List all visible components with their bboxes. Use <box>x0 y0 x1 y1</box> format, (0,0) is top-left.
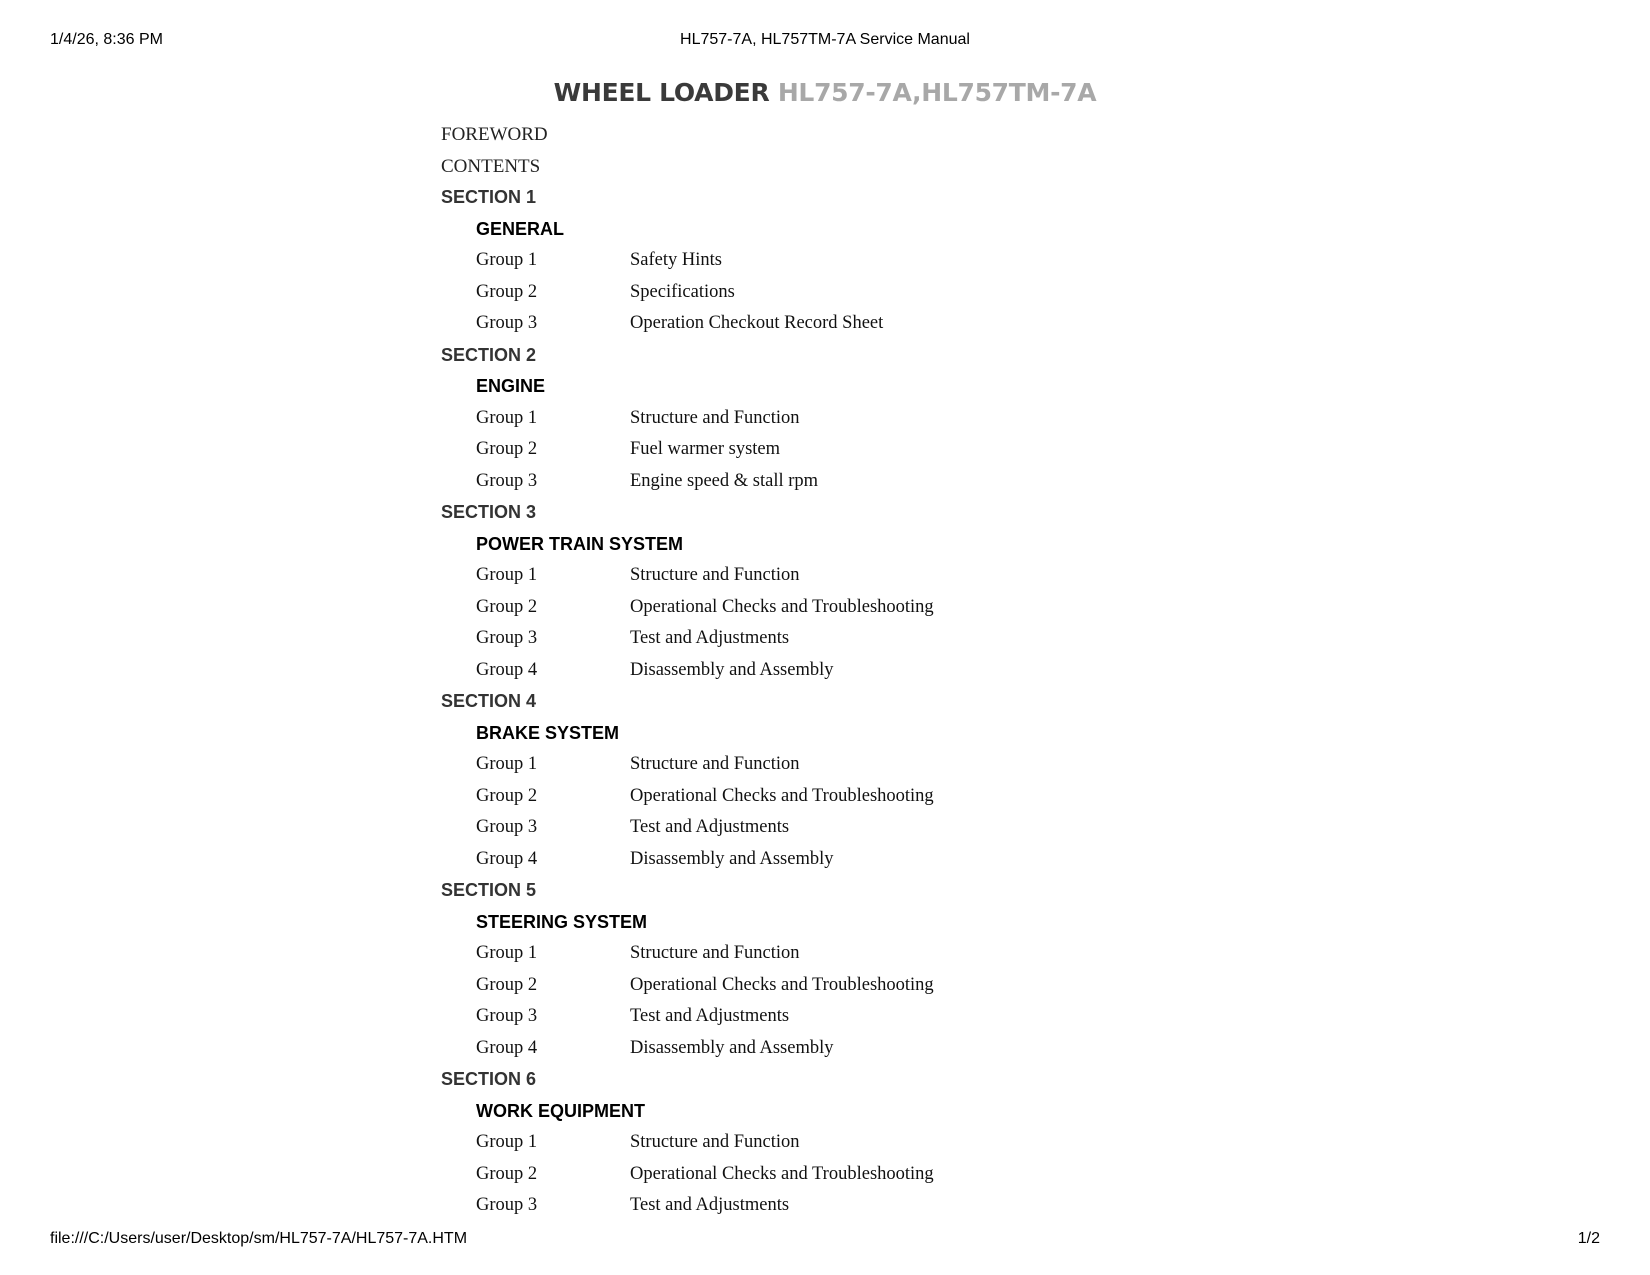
toc-group-label: Group 4 <box>476 1037 538 1058</box>
toc-group-title-link[interactable]: Test and Adjustments <box>630 1195 790 1215</box>
toc-group-label: Group 3 <box>476 1195 538 1215</box>
toc-group-row[interactable] <box>441 245 1141 277</box>
print-file-url: file:///C:/Users/user/Desktop/sm/HL757-7A/HL757-7A.HTM <box>50 1230 468 1247</box>
toc-group-label: Group 1 <box>476 754 538 774</box>
toc-group-row[interactable] <box>441 1033 1141 1065</box>
toc-group-row[interactable] <box>441 434 1141 466</box>
toc-group-row[interactable] <box>441 749 1141 781</box>
toc-group-label: Group 3 <box>476 817 538 837</box>
toc-section-label[interactable]: SECTION 1 <box>441 187 537 207</box>
toc-section-label[interactable]: SECTION 6 <box>441 1069 537 1089</box>
toc-section-title[interactable]: STEERING SYSTEM <box>476 911 648 932</box>
toc-group-row[interactable] <box>441 781 1141 813</box>
toc-group-title-link[interactable]: Safety Hints <box>630 250 722 270</box>
toc-contents-link[interactable]: CONTENTS <box>441 155 541 177</box>
toc-group-title-link[interactable]: Structure and Function <box>630 754 800 774</box>
toc-section-title[interactable]: BRAKE SYSTEM <box>476 722 620 743</box>
toc-group-label: Group 2 <box>476 281 538 302</box>
toc-group-title-link[interactable]: Structure and Function <box>630 565 800 585</box>
toc-group-label: Group 1 <box>476 407 538 428</box>
toc-group-row[interactable] <box>441 970 1141 1002</box>
toc-group-label: Group 1 <box>476 943 538 963</box>
toc-group-title-link[interactable]: Operational Checks and Troubleshooting <box>630 974 934 995</box>
toc-group-label: Group 1 <box>476 250 538 270</box>
toc-group-row[interactable] <box>441 1127 1141 1159</box>
toc-section-label[interactable]: SECTION 2 <box>441 344 537 365</box>
page-title <box>0 78 1650 107</box>
toc-group-label: Group 3 <box>476 1006 538 1026</box>
toc-group-title-link[interactable]: Structure and Function <box>630 407 800 428</box>
toc-group-title-link[interactable]: Disassembly and Assembly <box>630 1037 834 1058</box>
toc-group-row[interactable] <box>441 403 1141 435</box>
toc-group-title-link[interactable]: Operational Checks and Troubleshooting <box>630 785 934 806</box>
toc-group-title-link[interactable]: Engine speed & stall rpm <box>630 470 819 491</box>
toc-group-row[interactable] <box>441 844 1141 876</box>
toc-group-title-link[interactable]: Structure and Function <box>630 1132 800 1152</box>
toc-group-row[interactable] <box>441 592 1141 624</box>
toc-group-row[interactable] <box>441 560 1141 592</box>
page-title-main: WHEEL LOADER <box>553 78 778 107</box>
print-footer <box>50 1230 1600 1254</box>
toc-group-row[interactable] <box>441 655 1141 687</box>
toc-group-row[interactable] <box>441 1159 1141 1191</box>
print-page-number: 1/2 <box>1577 1230 1600 1247</box>
toc-group-label: Group 1 <box>476 1132 538 1152</box>
toc-group-title-link[interactable]: Test and Adjustments <box>630 817 790 837</box>
toc-group-row[interactable] <box>441 466 1141 498</box>
toc-group-label: Group 2 <box>476 974 538 995</box>
print-header <box>50 31 1600 55</box>
toc-group-title-link[interactable]: Test and Adjustments <box>630 628 790 648</box>
toc-group-row[interactable] <box>441 1001 1141 1033</box>
toc-group-label: Group 1 <box>476 565 538 585</box>
toc-group-label: Group 2 <box>476 596 538 617</box>
table-of-contents <box>441 119 1141 1222</box>
toc-group-title-link[interactable]: Disassembly and Assembly <box>630 848 834 869</box>
toc-section-label[interactable]: SECTION 4 <box>441 691 537 711</box>
page-title-models: HL757-7A,HL757TM-7A <box>777 78 1097 107</box>
toc-group-title-link[interactable]: Operation Checkout Record Sheet <box>630 313 884 333</box>
toc-group-label: Group 4 <box>476 848 538 869</box>
toc-group-title-link[interactable]: Operational Checks and Troubleshooting <box>630 596 934 617</box>
toc-section-title[interactable]: WORK EQUIPMENT <box>476 1100 645 1121</box>
toc-sections <box>441 182 1141 1222</box>
toc-section-title[interactable]: GENERAL <box>476 218 565 239</box>
toc-section-title[interactable]: ENGINE <box>476 376 546 396</box>
toc-section-title[interactable]: POWER TRAIN SYSTEM <box>476 533 684 554</box>
print-document-title: HL757-7A, HL757TM-7A Service Manual <box>680 31 970 48</box>
toc-group-title-link[interactable]: Test and Adjustments <box>630 1006 790 1026</box>
toc-foreword-link[interactable]: FOREWORD <box>441 124 548 145</box>
print-datetime: 1/4/26, 8:36 PM <box>50 31 163 48</box>
toc-group-row[interactable] <box>441 938 1141 970</box>
toc-group-title-link[interactable]: Structure and Function <box>630 943 800 963</box>
toc-section-label[interactable]: SECTION 3 <box>441 502 537 522</box>
toc-group-label: Group 2 <box>476 1163 538 1184</box>
toc-group-label: Group 2 <box>476 439 538 459</box>
toc-group-row[interactable] <box>441 623 1141 655</box>
toc-group-row[interactable] <box>441 812 1141 844</box>
toc-section-label[interactable]: SECTION 5 <box>441 880 537 900</box>
toc-group-title-link[interactable]: Specifications <box>630 281 735 302</box>
toc-group-row[interactable] <box>441 308 1141 340</box>
toc-group-title-link[interactable]: Disassembly and Assembly <box>630 659 834 680</box>
toc-group-label: Group 3 <box>476 628 538 648</box>
toc-group-row[interactable] <box>441 1190 1141 1222</box>
toc-group-label: Group 2 <box>476 785 538 806</box>
toc-group-row[interactable] <box>441 277 1141 309</box>
toc-group-label: Group 4 <box>476 659 538 680</box>
toc-group-label: Group 3 <box>476 313 538 333</box>
toc-group-label: Group 3 <box>476 470 538 491</box>
toc-group-title-link[interactable]: Fuel warmer system <box>630 439 781 459</box>
toc-group-title-link[interactable]: Operational Checks and Troubleshooting <box>630 1163 934 1184</box>
